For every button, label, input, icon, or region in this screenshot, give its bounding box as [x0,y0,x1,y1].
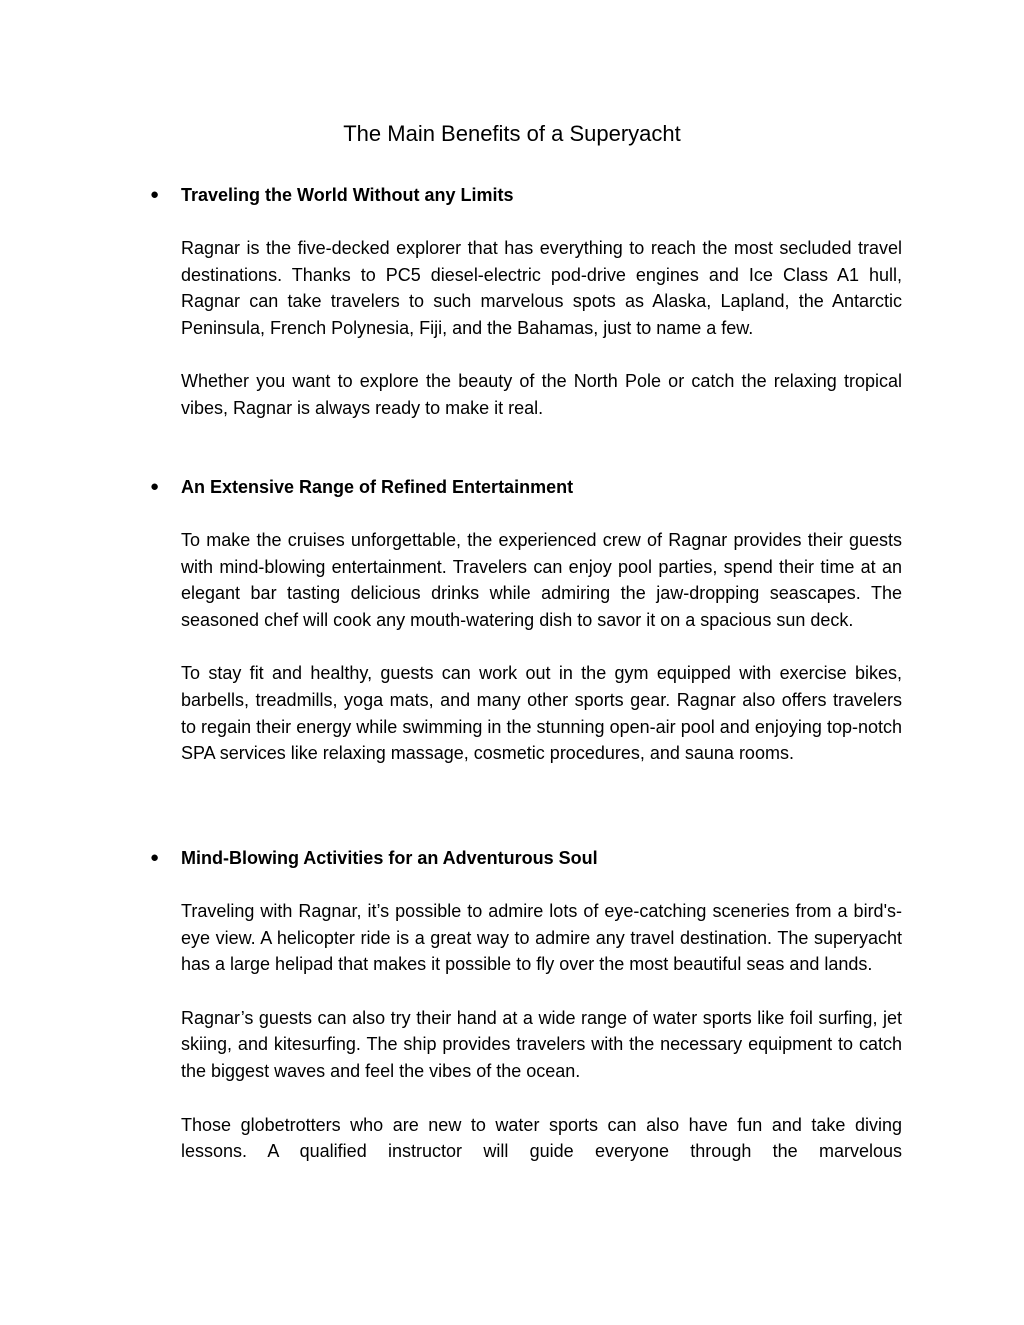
section-heading-row [0,474,1024,500]
paragraph: To make the cruises unforgettable, the experienced crew of Ragnar provides their guests with mind-blowing entertainment. Travelers can enjoy pool parties, spend their time at an elegant bar tasting delicious drinks while admiring the jaw-dropping seascapes. The seasoned chef will cook any mouth-watering dish to savor it on a spacious sun deck. [181,530,902,630]
section-heading: Mind-Blowing Activities for an Adventurous Soul [181,848,598,868]
section-heading: Traveling the World Without any Limits [181,185,514,205]
bullet-icon: ● [150,186,160,203]
section-heading-row [0,182,1024,208]
paragraph: Traveling with Ragnar, it’s possible to admire lots of eye-catching sceneries from a bird's-eye view. A helicopter ride is a great way to admire any travel destination. The superyacht has a large helipad that makes it possible to fly over the most beautiful seas and lands. [181,901,902,975]
paragraph: To stay fit and healthy, guests can work out in the gym equipped with exercise bikes, barbells, treadmills, yoga mats, and many other sports gear. Ragnar also offers travelers to regain their energy while swimming in the stunning open-air pool and enjoying top-notch SPA services like relaxing massage, cosmetic procedures, and sauna rooms. [181,663,902,764]
paragraph: Ragnar is the five-decked explorer that has everything to reach the most secluded travel destinations. Thanks to PC5 diesel-electric pod-drive engines and Ice Class A1 hull, Ragnar can take travelers to such marvelous spots as Alaska, Lapland, the Antarctic Peninsula, French Polynesia, Fiji, and the Bahamas, just to name a few. [181,238,902,338]
section-entertainment [0,474,1024,767]
section-traveling [0,182,1024,422]
bullet-icon: ● [150,849,160,866]
paragraph: Ragnar’s guests can also try their hand at a wide range of water sports like foil surfing, jet skiing, and kitesurfing. The ship provides travelers with the necessary equipment to catch the biggest waves and feel the vibes of the ocean. [181,1007,902,1081]
paragraph: Whether you want to explore the beauty of the North Pole or catch the relaxing tropical vibes, Ragnar is always ready to make it real. [181,371,902,418]
bullet-icon: ● [150,478,160,495]
document-title: The Main Benefits of a Superyacht [343,121,681,146]
section-heading: An Extensive Range of Refined Entertainment [181,477,574,497]
section-activities [0,845,1024,1165]
paragraph: Those globetrotters who are new to water sports can also have fun and take diving lessons. A qualified instructor will guide everyone through the marvelous [181,1114,902,1162]
section-heading-row [0,845,1024,871]
